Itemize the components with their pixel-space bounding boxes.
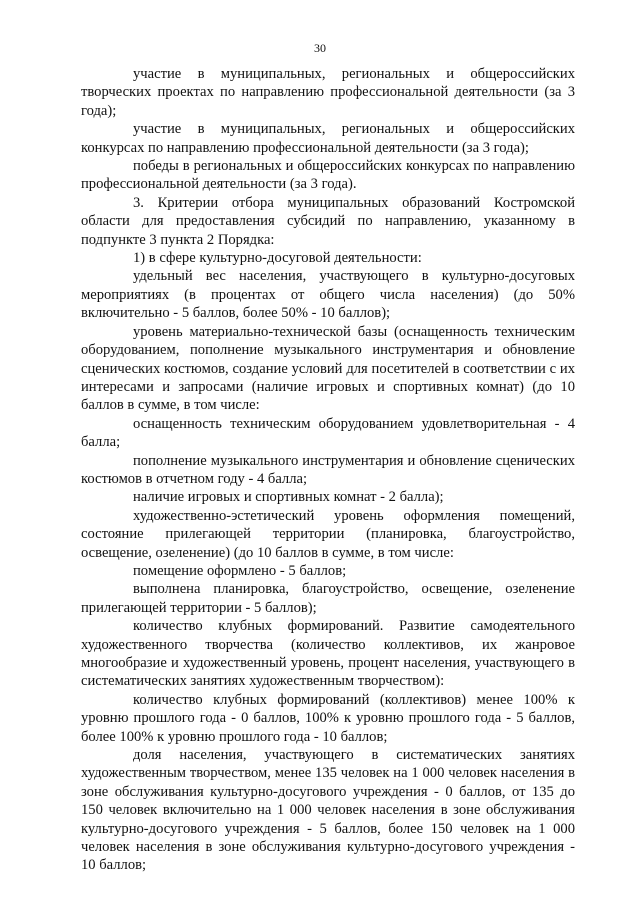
paragraph: выполнена планировка, благоустройство, освещение, озеленение прилегающей территории - 5 баллов); bbox=[81, 581, 575, 616]
paragraph: 3. Критерии отбора муниципальных образований Костромской области для предоставления субсидий по направлению, указанному в подпункте 3 пункта 2 Порядка: bbox=[81, 194, 575, 248]
paragraph: удельный вес населения, участвующего в культурно-досуговых мероприятиях (в процентах от общего числа населения) (до 50% включительно - 5 баллов, более 50% - 10 баллов); bbox=[81, 268, 575, 322]
paragraph: уровень материально-технической базы (оснащенность техническим оборудованием, пополнение музыкального инструментария и обновление сценических костюмов, создание условий для посетителей в соответствии с их интересами и запросами (наличие игровых и спортивных комнат) (до 10 баллов в сумме, в том числе: bbox=[81, 323, 575, 414]
paragraph: победы в региональных и общероссийских конкурсах по направлению профессиональной деятельности (за 3 года). bbox=[81, 158, 575, 193]
paragraph: доля населения, участвующего в систематических занятиях художественным творчеством, менее 135 человек на 1 000 человек населения в зоне обслуживания культурно-досугового учреждения - 0 баллов, от 135 до 150 человек включительно на 1 000 человек населения в зоне обслуживания культурно-досугового учреждения - 5 баллов, более 150 человек на 1 000 человек населения в зоне обслуживания культурно-досугового учреждения - 10 баллов; bbox=[81, 747, 575, 874]
paragraph: участие в муниципальных, региональных и общероссийских творческих проектах по направлению профессиональной деятельности (за 3 года); bbox=[81, 66, 575, 119]
paragraph: количество клубных формирований. Развитие самодеятельного художественного творчества (количество коллективов, их жанровое многообразие и художественный уровень, процент населения, участвующего в систематических занятиях художественным творчеством): bbox=[81, 618, 575, 690]
paragraph: оснащенность техническим оборудованием удовлетворительная - 4 балла; bbox=[81, 415, 575, 451]
document-body bbox=[81, 65, 575, 875]
paragraph: участие в муниципальных, региональных и общероссийских конкурсах по направлению профессиональной деятельности (за 3 года); bbox=[81, 121, 575, 156]
paragraph: пополнение музыкального инструментария и обновление сценических костюмов в отчетном году - 4 балла; bbox=[81, 452, 575, 487]
paragraph: 1) в сфере культурно-досуговой деятельности: bbox=[133, 250, 422, 267]
paragraph: помещение оформлено - 5 баллов; bbox=[133, 562, 347, 579]
paragraph: художественно-эстетический уровень оформления помещений, состояние прилегающей территории (планировка, благоустройство, освещение, озеленение) (до 10 баллов в сумме, в том числе: bbox=[81, 507, 575, 561]
page-number: 30 bbox=[314, 41, 326, 55]
paragraph: наличие игровых и спортивных комнат - 2 балла); bbox=[133, 489, 444, 506]
paragraph: количество клубных формирований (коллективов) менее 100% к уровню прошлого года - 0 баллов, 100% к уровню прошлого года - 5 баллов, более 100% к уровню прошлого года - 10 баллов; bbox=[81, 691, 575, 745]
